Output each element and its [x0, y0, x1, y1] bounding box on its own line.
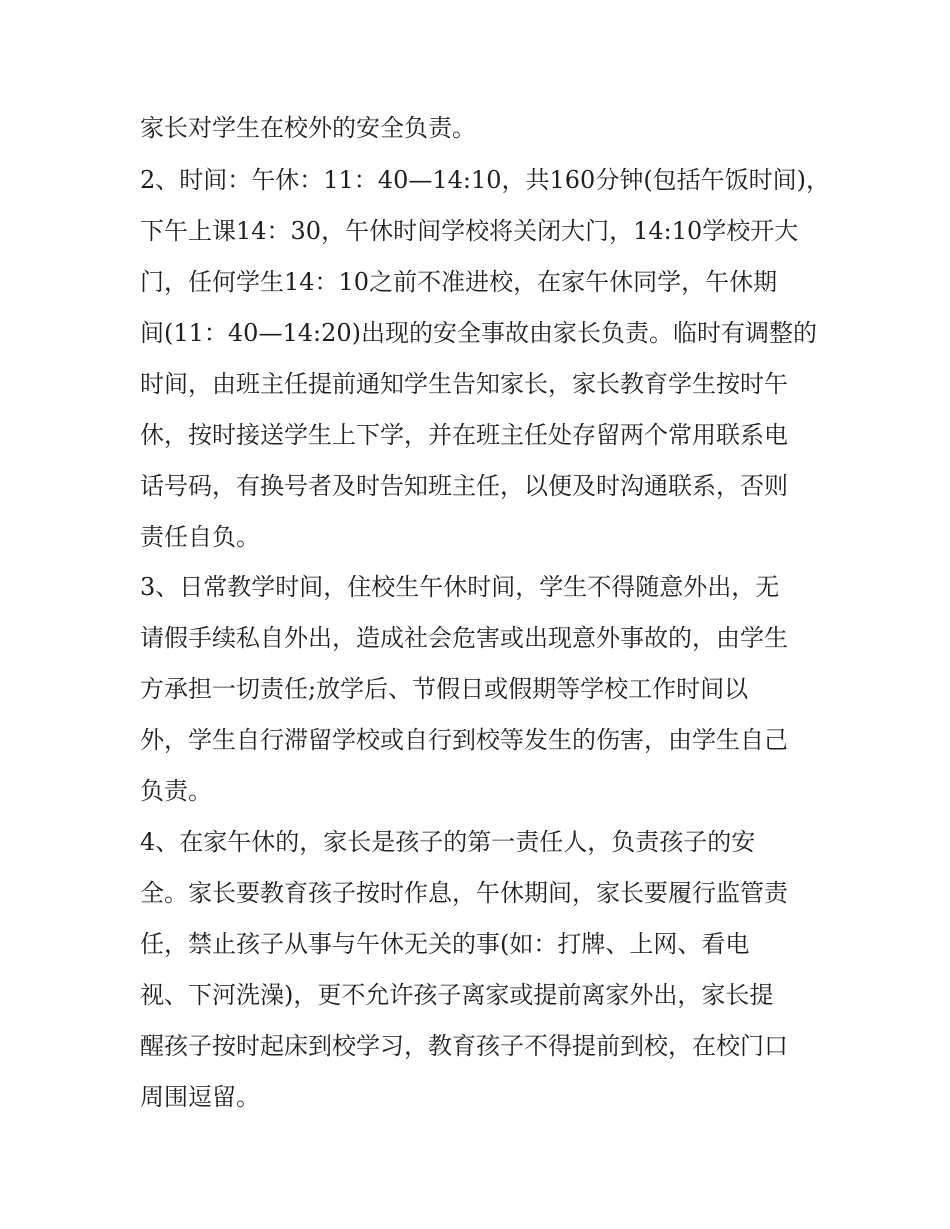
text-line: 请假手续私自外出，造成社会危害或出现意外事故的，由学生	[140, 624, 788, 652]
text-line: 时间，由班主任提前通知学生告知家长，家长教育学生按时午	[140, 370, 788, 398]
text-line: 间(11：40—14:20)出现的安全事故由家长负责。临时有调整的	[140, 319, 817, 347]
text-line: 外，学生自行滞留学校或自行到校等发生的伤害，由学生自己	[140, 726, 788, 754]
text-line: 全。家长要教育孩子按时作息，午休期间，家长要履行监管责	[140, 879, 788, 907]
text-line: 负责。	[140, 777, 212, 805]
text-line: 2、时间：午休：11：40—14:10，共160分钟(包括午饭时间)，	[140, 166, 831, 194]
text-line: 下午上课14：30，午休时间学校将关闭大门，14:10学校开大	[140, 217, 799, 245]
text-line: 家长对学生在校外的安全负责。	[140, 114, 476, 142]
text-line: 门，任何学生14：10之前不准进校，在家午休同学，午休期	[140, 268, 778, 296]
text-line: 周围逗留。	[140, 1083, 260, 1111]
text-line: 3、日常教学时间，住校生午休时间，学生不得随意外出，无	[140, 573, 780, 601]
text-line: 方承担一切责任;放学后、节假日或假期等学校工作时间以	[140, 675, 749, 703]
text-line: 醒孩子按时起床到校学习，教育孩子不得提前到校，在校门口	[140, 1032, 788, 1060]
text-line: 休，按时接送学生上下学，并在班主任处存留两个常用联系电	[140, 421, 788, 449]
text-line: 任，禁止孩子从事与午休无关的事(如：打牌、上网、看电	[140, 930, 750, 958]
text-line: 4、在家午休的，家长是孩子的第一责任人，负责孩子的安	[140, 828, 756, 856]
text-line: 责任自负。	[140, 523, 260, 551]
text-line: 视、下河洗澡)，更不允许孩子离家或提前离家外出，家长提	[140, 981, 774, 1009]
text-line: 话号码，有换号者及时告知班主任，以便及时沟通联系，否则	[140, 472, 788, 500]
